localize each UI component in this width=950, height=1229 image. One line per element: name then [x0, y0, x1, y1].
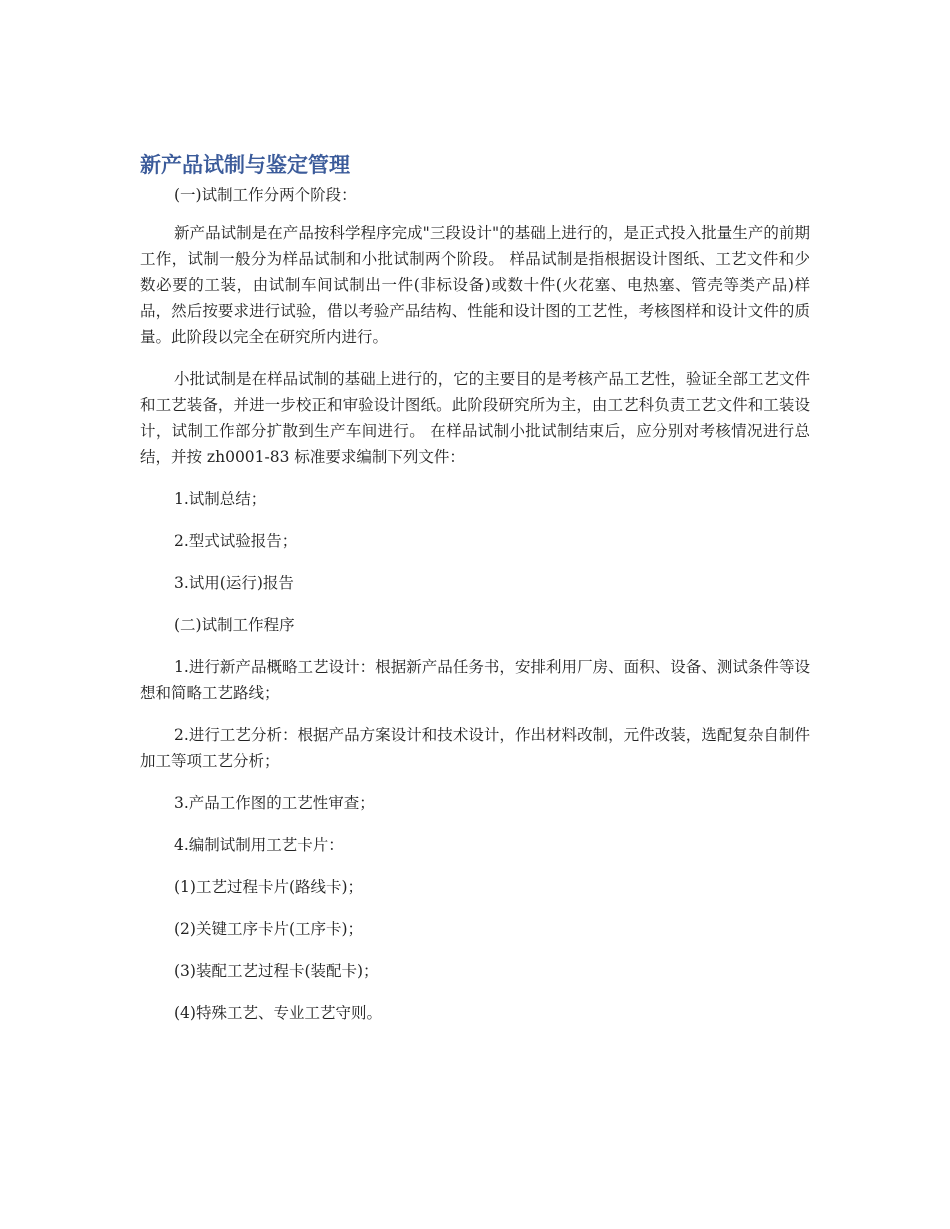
section-heading-procedure: (二)试制工作程序 — [174, 616, 295, 634]
card-item-2: (2)关键工序卡片(工序卡)； — [174, 920, 364, 938]
card-item-1: (1)工艺过程卡片(路线卡)； — [174, 878, 364, 896]
procedure-step-4: 4.编制试制用工艺卡片： — [174, 836, 344, 854]
list-item-trial-use-report: 3.试用(运行)报告 — [174, 574, 294, 592]
list-item-type-test-report: 2.型式试验报告； — [174, 532, 298, 550]
document-title: 新产品试制与鉴定管理 — [140, 153, 350, 177]
card-item-3: (3)装配工艺过程卡(装配卡)； — [174, 962, 379, 980]
procedure-step-1: 1.进行新产品概略工艺设计：根据新产品任务书，安排利用厂房、面积、设备、测试条件等设想和简略工艺路线； — [140, 658, 810, 702]
document-page — [140, 150, 810, 1042]
section-heading-stages: (一)试制工作分两个阶段： — [174, 186, 357, 204]
procedure-step-2: 2.进行工艺分析：根据产品方案设计和技术设计，作出材料改制，元件改装，选配复杂自制件加工等项工艺分析； — [140, 726, 810, 770]
card-item-4: (4)特殊工艺、专业工艺守则。 — [174, 1004, 382, 1022]
paragraph-sample-trial: 新产品试制是在产品按科学程序完成"三段设计"的基础上进行的，是正式投入批量生产的前期工作，试制一般分为样品试制和小批试制两个阶段。 样品试制是指根据设计图纸、工艺文件和少数必要的工装，由试制车间试制出一件(非标设备)或数十件(火花塞、电热塞、管壳等类产品)样品，然后按要求进行试验，借以考验产品结构、性能和设计图的工艺性，考核图样和设计文件的质量。此阶段以完全在研究所内进行。 — [140, 224, 810, 346]
paragraph-small-batch-trial: 小批试制是在样品试制的基础上进行的，它的主要目的是考核产品工艺性，验证全部工艺文件和工艺装备，并进一步校正和审验设计图纸。此阶段研究所为主，由工艺科负责工艺文件和工装设计，试制工作部分扩散到生产车间进行。 在样品试制小批试制结束后，应分别对考核情况进行总结，并按 zh0001-83 标准要求编制下列文件： — [140, 370, 810, 466]
list-item-trial-summary: 1.试制总结； — [174, 490, 267, 508]
procedure-step-3: 3.产品工作图的工艺性审查； — [174, 794, 375, 812]
